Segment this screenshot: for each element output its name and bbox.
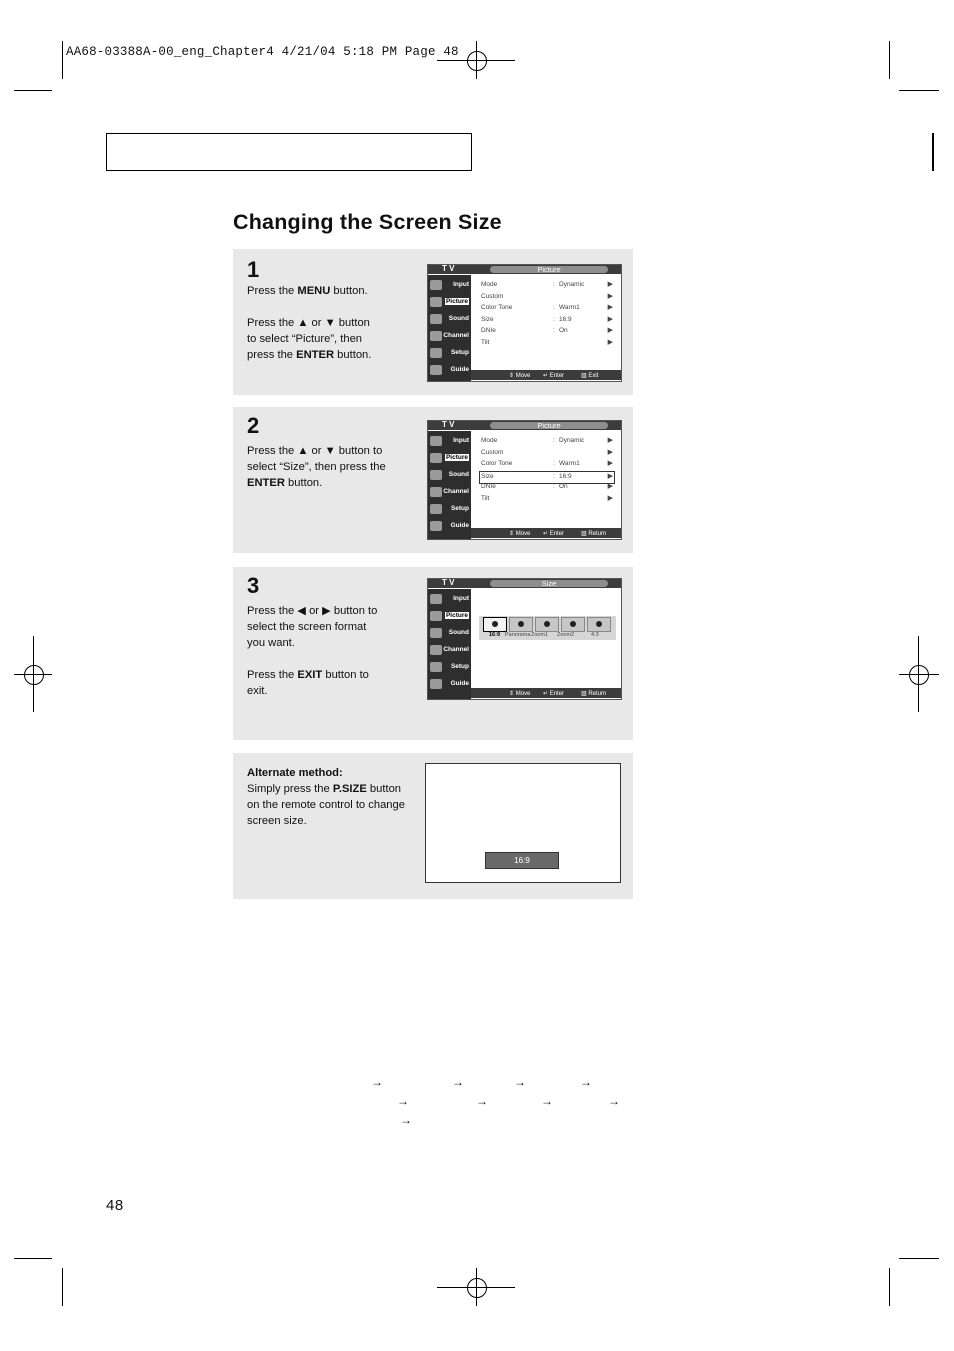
text-run: exit.: [247, 685, 268, 697]
text-run: to select “Picture”, then: [247, 333, 363, 345]
tv-menu-screen: [427, 420, 622, 540]
sidebar-item-label: Guide: [450, 680, 469, 687]
menu-row-label: Custom: [481, 448, 504, 456]
crop-mark: [899, 1258, 939, 1259]
help-return: [581, 530, 606, 537]
menu-row-value: 16:9: [559, 472, 572, 480]
text-line: [247, 667, 427, 683]
text-line: [247, 619, 427, 635]
arrow-right-icon: ▶: [607, 472, 613, 480]
arrow-right-icon: ▶: [607, 292, 613, 300]
sidebar-item-sound[interactable]: [428, 467, 471, 483]
step-instructions: [247, 603, 427, 699]
help-label: Return: [588, 531, 607, 537]
registration-mark: [467, 51, 487, 71]
menu-row-label: Color Tone: [481, 304, 513, 311]
text-run: select “Size”, then press the: [247, 461, 386, 473]
tv-label: T V: [442, 420, 455, 429]
move-icon: ⇕: [509, 691, 516, 697]
help-move: [509, 372, 530, 379]
menu-title-bar: [428, 265, 621, 274]
sidebar-item-setup[interactable]: [428, 345, 471, 361]
arrow-right-icon: ▶: [607, 327, 613, 334]
alternate-method-text: [247, 765, 422, 829]
menu-row-label: Tilt: [481, 494, 490, 502]
arrow-right-icon: ▶: [607, 315, 613, 323]
enter-icon: ↵: [543, 373, 550, 379]
channel-icon: [430, 645, 442, 655]
help-label: Return: [588, 691, 607, 697]
tv-menu-screen: [427, 578, 622, 700]
sidebar-item-label: Picture: [445, 612, 468, 619]
help-label: Move: [515, 531, 531, 537]
text-run: screen size.: [247, 815, 307, 827]
sidebar-item-label: Input: [453, 281, 469, 288]
help-label: Enter: [549, 373, 565, 379]
step-number: 2: [247, 413, 260, 438]
menu-help-bar: [471, 370, 621, 380]
chapter-header-box: [106, 133, 472, 171]
text-line: [247, 443, 427, 459]
menu-row-label: Mode: [481, 281, 498, 288]
guide-icon: [430, 521, 442, 531]
menu-row-value: Dynamic: [559, 281, 585, 288]
text-line: [247, 797, 422, 813]
menu-sidebar: [428, 431, 471, 539]
registration-mark: [24, 665, 44, 685]
menu-row-tilt[interactable]: [480, 338, 614, 349]
menu-row-colon: :: [553, 315, 555, 323]
enter-icon: ↵: [543, 531, 550, 537]
sidebar-item-input[interactable]: [428, 591, 471, 607]
size-option-label: 4:3: [591, 632, 599, 638]
sidebar-item-channel[interactable]: [428, 328, 471, 344]
setup-icon: [430, 348, 442, 358]
setup-icon: [430, 662, 442, 672]
arrow-icon: →: [541, 1094, 553, 1108]
sidebar-item-setup[interactable]: [428, 501, 471, 517]
arrow-icon: →: [371, 1075, 383, 1089]
size-option-label: Zoom2: [557, 632, 575, 638]
text-run: Press the: [247, 669, 298, 681]
exit-icon: ▥: [581, 531, 589, 537]
crop-mark: [14, 90, 52, 91]
step-instructions: [247, 283, 427, 363]
arrow-right-icon: ▶: [607, 448, 613, 456]
help-return: [581, 690, 606, 697]
menu-row-colon: :: [553, 281, 555, 288]
sound-icon: [430, 628, 442, 638]
menu-row-colon: :: [553, 472, 555, 480]
alternate-method-panel: [233, 753, 633, 899]
sidebar-item-sound[interactable]: [428, 625, 471, 641]
crop-mark: [14, 1258, 52, 1259]
text-line: [247, 635, 427, 651]
arrow-right-icon: ▶: [607, 437, 613, 444]
sidebar-item-label: Sound: [448, 315, 469, 322]
size-option-panorama[interactable]: [509, 617, 533, 632]
menu-row-label: Color Tone: [481, 460, 513, 467]
size-option-zoom1[interactable]: [535, 617, 559, 632]
menu-title-bar: [428, 421, 621, 430]
sidebar-item-label: Setup: [450, 505, 469, 512]
input-icon: [430, 436, 442, 446]
picture-icon: [430, 453, 442, 463]
sidebar-item-label: Channel: [443, 646, 469, 653]
picture-icon: [430, 611, 442, 621]
text-line: [247, 299, 427, 315]
screen-format-icon: [518, 621, 524, 627]
screen-format-icon: [492, 621, 498, 627]
menu-row-colon: :: [553, 304, 555, 311]
text-run: button.: [334, 349, 372, 361]
sidebar-item-picture[interactable]: [428, 608, 471, 624]
menu-sidebar: [428, 275, 471, 381]
text-line: [247, 683, 427, 699]
button-name: ENTER: [247, 477, 285, 489]
sidebar-item-label: Guide: [450, 366, 469, 373]
screen-format-icon: [596, 621, 602, 627]
tv-label: T V: [442, 578, 455, 587]
menu-sidebar: [428, 589, 471, 699]
sidebar-item-guide[interactable]: [428, 362, 471, 378]
text-run: select the screen format: [247, 621, 367, 633]
help-enter: [543, 530, 564, 537]
text-run: button to: [322, 669, 369, 681]
button-name: MENU: [297, 285, 331, 297]
sidebar-item-label: Sound: [448, 471, 469, 478]
menu-row-mode[interactable]: [480, 280, 614, 291]
setup-icon: [430, 504, 442, 514]
menu-row-value: Dynamic: [559, 437, 585, 444]
menu-row-value: 16:9: [559, 315, 572, 323]
text-run: Press the ▲ or ▼ button: [247, 317, 370, 329]
sidebar-item-label: Sound: [448, 629, 469, 636]
arrow-right-icon: ▶: [607, 281, 613, 288]
arrow-icon: →: [400, 1113, 412, 1127]
arrow-right-icon: ▶: [607, 304, 613, 311]
help-label: Enter: [549, 691, 565, 697]
menu-row-dnie[interactable]: [480, 326, 614, 337]
registration-mark: [909, 665, 929, 685]
tv-label: T V: [442, 264, 455, 273]
text-run: button: [366, 783, 402, 795]
sidebar-item-label: Guide: [450, 522, 469, 529]
size-option-zoom2[interactable]: [561, 617, 585, 632]
sound-icon: [430, 470, 442, 480]
size-option-169[interactable]: [483, 617, 507, 632]
sound-icon: [430, 314, 442, 324]
print-slug: AA68-03388A-00_eng_Chapter4 4/21/04 5:18 PM Page 48: [66, 45, 459, 59]
menu-help-bar: [471, 688, 621, 698]
menu-row-value: Warm1: [559, 304, 580, 311]
step-instructions: [247, 443, 427, 491]
help-move: [509, 690, 530, 697]
arrow-icon: →: [514, 1075, 526, 1089]
step-number: 1: [247, 257, 260, 282]
menu-row-label: Custom: [481, 292, 504, 300]
input-icon: [430, 280, 442, 290]
sidebar-item-sound[interactable]: [428, 311, 471, 327]
text-line: [247, 331, 427, 347]
menu-row-value: On: [559, 483, 568, 490]
step-1-panel: [233, 249, 633, 395]
menu-row-label: Mode: [481, 437, 498, 444]
size-option-43[interactable]: [587, 617, 611, 632]
menu-row-colon: :: [553, 460, 555, 467]
menu-row-dnie[interactable]: [480, 482, 614, 493]
text-run: press the: [247, 349, 297, 361]
sidebar-item-input[interactable]: [428, 433, 471, 449]
margin-bar: [932, 133, 934, 171]
tv-menu-screen: [427, 264, 622, 382]
menu-row-tilt[interactable]: [480, 494, 614, 505]
menu-row-label: Tilt: [481, 338, 490, 346]
screen-format-icon: [570, 621, 576, 627]
text-run: button.: [330, 285, 368, 297]
menu-row-value: On: [559, 327, 568, 334]
step-3-panel: [233, 567, 633, 740]
input-icon: [430, 594, 442, 604]
size-options-strip: [479, 616, 616, 640]
guide-icon: [430, 365, 442, 375]
menu-row-size[interactable]: [480, 315, 614, 326]
menu-title: Picture: [490, 422, 608, 429]
help-enter: [543, 690, 564, 697]
help-enter: [543, 372, 564, 379]
text-line: [247, 283, 427, 299]
exit-icon: ▥: [581, 691, 589, 697]
text-run: Press the ◀ or ▶ button to: [247, 605, 378, 617]
size-option-label: 16:9: [489, 632, 501, 638]
sidebar-item-channel[interactable]: [428, 484, 471, 500]
sidebar-item-channel[interactable]: [428, 642, 471, 658]
menu-row-label: DNIe: [481, 327, 496, 334]
psize-indicator: 16:9: [485, 852, 559, 869]
text-line: [247, 475, 427, 491]
size-option-label: Zoom1: [531, 632, 549, 638]
text-run: Simply press the: [247, 783, 333, 795]
step-2-panel: [233, 407, 633, 553]
sidebar-item-label: Input: [453, 595, 469, 602]
text-line: [247, 813, 422, 829]
sidebar-item-label: Picture: [445, 454, 468, 461]
sidebar-item-label: Channel: [443, 332, 469, 339]
menu-row-label: Size: [481, 315, 494, 323]
sidebar-item-label: Channel: [443, 488, 469, 495]
guide-icon: [430, 679, 442, 689]
sidebar-item-label: Setup: [450, 349, 469, 356]
text-run: Press the ▲ or ▼ button to: [247, 445, 383, 457]
text-run: button.: [284, 477, 323, 489]
sidebar-item-guide[interactable]: [428, 676, 471, 692]
menu-row-mode[interactable]: [480, 436, 614, 447]
step-number: 3: [247, 573, 260, 598]
menu-title: Size: [490, 580, 608, 587]
channel-icon: [430, 487, 442, 497]
help-label: Move: [515, 373, 531, 379]
arrow-right-icon: ▶: [607, 338, 613, 346]
crop-mark: [889, 1268, 890, 1306]
registration-mark: [467, 1278, 487, 1298]
sidebar-item-input[interactable]: [428, 277, 471, 293]
move-icon: ⇕: [509, 531, 516, 537]
crop-mark: [62, 1268, 63, 1306]
menu-row-color-tone[interactable]: [480, 303, 614, 314]
help-exit: [581, 372, 598, 379]
arrow-right-icon: ▶: [607, 483, 613, 490]
arrow-right-icon: ▶: [607, 460, 613, 467]
page-number: 48: [106, 1197, 124, 1214]
menu-row-colon: :: [553, 483, 555, 490]
size-option-label: Panorama: [505, 632, 531, 638]
arrow-icon: →: [452, 1075, 464, 1089]
menu-row-custom[interactable]: [480, 448, 614, 459]
text-line: [247, 781, 422, 797]
screen-format-icon: [544, 621, 550, 627]
sidebar-item-guide[interactable]: [428, 518, 471, 534]
arrow-icon: →: [476, 1094, 488, 1108]
help-label: Exit: [588, 373, 599, 379]
enter-icon: ↵: [543, 691, 550, 697]
menu-row-label: DNIe: [481, 483, 496, 490]
sidebar-item-picture[interactable]: [428, 294, 471, 310]
menu-row-value: Warm1: [559, 460, 580, 467]
sidebar-item-label: Input: [453, 437, 469, 444]
menu-row-color-tone[interactable]: [480, 459, 614, 470]
move-icon: ⇕: [509, 373, 516, 379]
channel-icon: [430, 331, 442, 341]
text-line: [247, 459, 427, 475]
sidebar-item-picture[interactable]: [428, 450, 471, 466]
menu-title: Picture: [490, 266, 608, 273]
menu-row-colon: :: [553, 327, 555, 334]
exit-icon: ▥: [581, 373, 589, 379]
help-label: Move: [515, 691, 531, 697]
arrow-icon: →: [580, 1075, 592, 1089]
text-run: on the remote control to change: [247, 799, 405, 811]
text-run: Press the: [247, 285, 298, 297]
sidebar-item-label: Setup: [450, 663, 469, 670]
button-name: EXIT: [297, 669, 323, 681]
sidebar-item-setup[interactable]: [428, 659, 471, 675]
help-label: Enter: [549, 531, 565, 537]
button-name: ENTER: [296, 349, 335, 361]
arrow-right-icon: ▶: [607, 494, 613, 502]
text-run: you want.: [247, 637, 295, 649]
arrow-icon: →: [397, 1094, 409, 1108]
picture-icon: [430, 297, 442, 307]
text-line: [247, 651, 427, 667]
text-line: [247, 315, 427, 331]
arrow-icon: →: [608, 1094, 620, 1108]
alternate-heading: Alternate method:: [247, 767, 343, 779]
help-move: [509, 530, 530, 537]
menu-row-colon: :: [553, 437, 555, 444]
menu-row-label: Size: [481, 472, 494, 480]
sidebar-item-label: Picture: [445, 298, 468, 305]
menu-row-custom[interactable]: [480, 292, 614, 303]
menu-title-bar: [428, 579, 621, 588]
crop-mark: [62, 41, 63, 79]
text-line: [247, 347, 427, 363]
tv-screen-preview: [425, 763, 621, 883]
crop-mark: [889, 41, 890, 79]
menu-help-bar: [471, 528, 621, 538]
text-line: [247, 603, 427, 619]
crop-mark: [899, 90, 939, 91]
page-title: Changing the Screen Size: [233, 210, 502, 234]
button-name: P.SIZE: [332, 783, 367, 795]
